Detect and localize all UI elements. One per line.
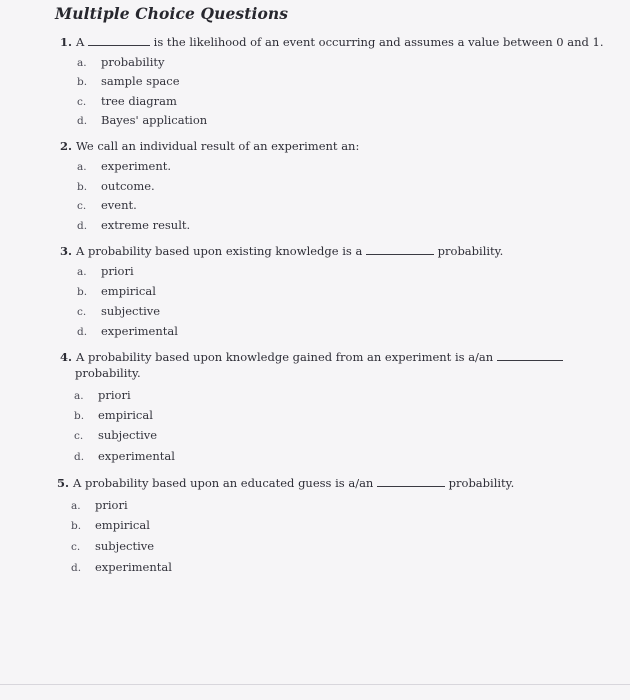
question-number: 4.: [60, 350, 73, 364]
question-text-post: probability.: [75, 366, 141, 380]
option-text: empirical: [98, 408, 153, 422]
option-letter: d.: [71, 562, 82, 574]
question-number: 1.: [60, 35, 73, 49]
option-letter: d.: [74, 451, 85, 463]
option-letter: b.: [71, 520, 82, 532]
question-number: 3.: [60, 244, 73, 258]
option-text: subjective: [98, 428, 158, 442]
option-text: experimental: [95, 560, 172, 574]
option-text: outcome.: [101, 179, 155, 193]
question-1: [60, 35, 604, 49]
option-4a[interactable]: [74, 388, 131, 402]
answer-blank[interactable]: [88, 44, 150, 46]
option-letter: b.: [77, 181, 88, 193]
option-text: empirical: [101, 284, 156, 298]
option-text: probability: [101, 55, 165, 69]
question-4: [60, 350, 563, 364]
question-text-post: probability.: [437, 244, 504, 258]
question-2: [60, 139, 359, 153]
option-text: experimental: [98, 449, 175, 463]
option-letter: c.: [74, 430, 84, 442]
option-letter: b.: [74, 410, 85, 422]
question-text-pre: A: [76, 35, 85, 49]
option-text: experimental: [101, 324, 178, 338]
option-text: extreme result.: [101, 218, 191, 232]
question-4-line-2: [75, 366, 141, 380]
option-text: subjective: [101, 304, 161, 318]
option-letter: c.: [77, 306, 87, 318]
question-3: [60, 244, 503, 258]
option-5a[interactable]: [71, 498, 128, 512]
option-letter: a.: [71, 500, 81, 512]
option-letter: d.: [77, 326, 88, 338]
answer-blank[interactable]: [366, 253, 434, 255]
option-2a[interactable]: [77, 159, 171, 173]
option-letter: c.: [71, 541, 81, 553]
option-3b[interactable]: [77, 284, 156, 298]
option-1b[interactable]: [77, 74, 180, 88]
option-2c[interactable]: [77, 198, 137, 212]
option-letter: a.: [77, 266, 87, 278]
option-4d[interactable]: [74, 449, 175, 463]
option-letter: c.: [77, 200, 87, 212]
option-text: priori: [98, 388, 131, 402]
option-text: subjective: [95, 539, 155, 553]
option-letter: d.: [77, 220, 88, 232]
option-text: priori: [101, 264, 134, 278]
option-text: experiment.: [101, 159, 172, 173]
option-5c[interactable]: [71, 539, 154, 553]
option-text: empirical: [95, 518, 150, 532]
option-letter: b.: [77, 76, 88, 88]
option-1a[interactable]: [77, 55, 165, 69]
question-text-pre: A probability based upon an educated guess is a/an: [73, 476, 374, 490]
question-5: [57, 476, 514, 490]
question-number: 5.: [57, 476, 70, 490]
divider: [0, 684, 630, 685]
question-number: 2.: [60, 139, 73, 153]
option-letter: b.: [77, 286, 88, 298]
question-text-pre: A probability based upon knowledge gained from an experiment is a/an: [76, 350, 494, 364]
option-3a[interactable]: [77, 264, 134, 278]
answer-blank[interactable]: [377, 485, 445, 487]
option-2d[interactable]: [77, 218, 190, 232]
page-title: Multiple Choice Questions: [55, 4, 289, 23]
option-text: priori: [95, 498, 128, 512]
option-text: sample space: [101, 74, 180, 88]
option-3d[interactable]: [77, 324, 178, 338]
option-4b[interactable]: [74, 408, 153, 422]
option-letter: a.: [74, 390, 84, 402]
question-text-post: is the likelihood of an event occurring and assumes a value between 0 and 1.: [153, 35, 604, 49]
option-5b[interactable]: [71, 518, 150, 532]
option-letter: a.: [77, 161, 87, 173]
option-text: tree diagram: [101, 94, 177, 108]
option-letter: d.: [77, 115, 88, 127]
question-text-pre: A probability based upon existing knowledge is a: [76, 244, 363, 258]
option-text: Bayes' application: [101, 113, 208, 127]
option-4c[interactable]: [74, 428, 157, 442]
question-text-pre: We call an individual result of an experiment an:: [76, 139, 360, 153]
question-text-post: probability.: [448, 476, 515, 490]
option-text: event.: [101, 198, 137, 212]
answer-blank[interactable]: [497, 359, 563, 361]
option-letter: c.: [77, 96, 87, 108]
option-letter: a.: [77, 57, 87, 69]
option-1c[interactable]: [77, 94, 177, 108]
option-3c[interactable]: [77, 304, 160, 318]
option-1d[interactable]: [77, 113, 207, 127]
option-2b[interactable]: [77, 179, 155, 193]
option-5d[interactable]: [71, 560, 172, 574]
